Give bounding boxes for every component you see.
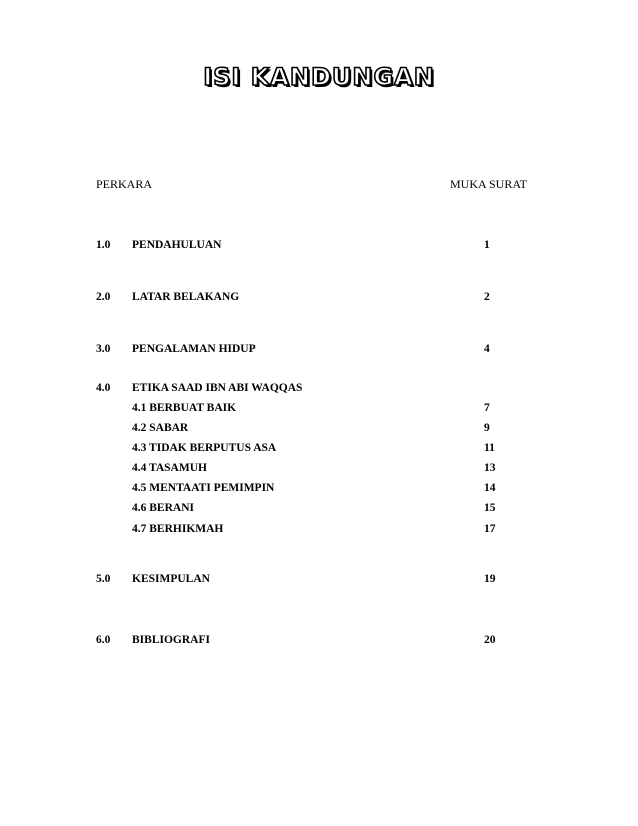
entry-label: KESIMPULAN: [132, 573, 210, 585]
subentry-label: 4.4 TASAMUH: [132, 462, 207, 474]
entry-page: 1: [484, 239, 490, 251]
entry-label: ETIKA SAAD IBN ABI WAQQAS: [132, 382, 303, 394]
entry-label: LATAR BELAKANG: [132, 291, 240, 303]
entry-page: 4: [484, 343, 490, 355]
column-header-perkara: PERKARA: [96, 177, 153, 191]
entry-page: 13: [484, 462, 496, 474]
entry-page: 20: [484, 634, 496, 646]
subentry-label: 4.5 MENTAATI PEMIMPIN: [132, 482, 275, 494]
entry-page: 11: [484, 442, 495, 454]
entry-number: 1.0: [96, 239, 111, 251]
subentry-label: 4.2 SABAR: [132, 422, 189, 434]
subentry-label: 4.6 BERANI: [132, 502, 194, 514]
subentry-label: 4.3 TIDAK BERPUTUS ASA: [132, 442, 277, 454]
entry-label: BIBLIOGRAFI: [132, 634, 210, 646]
entry-number: 3.0: [96, 343, 111, 355]
subentry-label: 4.1 BERBUAT BAIK: [132, 402, 237, 414]
entry-page: 7: [484, 402, 490, 414]
entry-page: 14: [484, 482, 496, 494]
entry-number: 2.0: [96, 291, 111, 303]
entry-page: 15: [484, 502, 496, 514]
entry-page: 2: [484, 291, 490, 303]
entry-number: 4.0: [96, 382, 111, 394]
entry-page: 17: [484, 523, 496, 535]
subentry-label: 4.7 BERHIKMAH: [132, 523, 224, 535]
entry-number: 6.0: [96, 634, 111, 646]
column-header-muka-surat: MUKA SURAT: [450, 177, 528, 191]
entry-page: 9: [484, 422, 490, 434]
entry-number: 5.0: [96, 573, 111, 585]
entry-label: PENDAHULUAN: [132, 239, 222, 251]
entry-page: 19: [484, 573, 496, 585]
page-title: ISI KANDUNGAN: [203, 63, 435, 91]
entry-label: PENGALAMAN HIDUP: [132, 343, 256, 355]
